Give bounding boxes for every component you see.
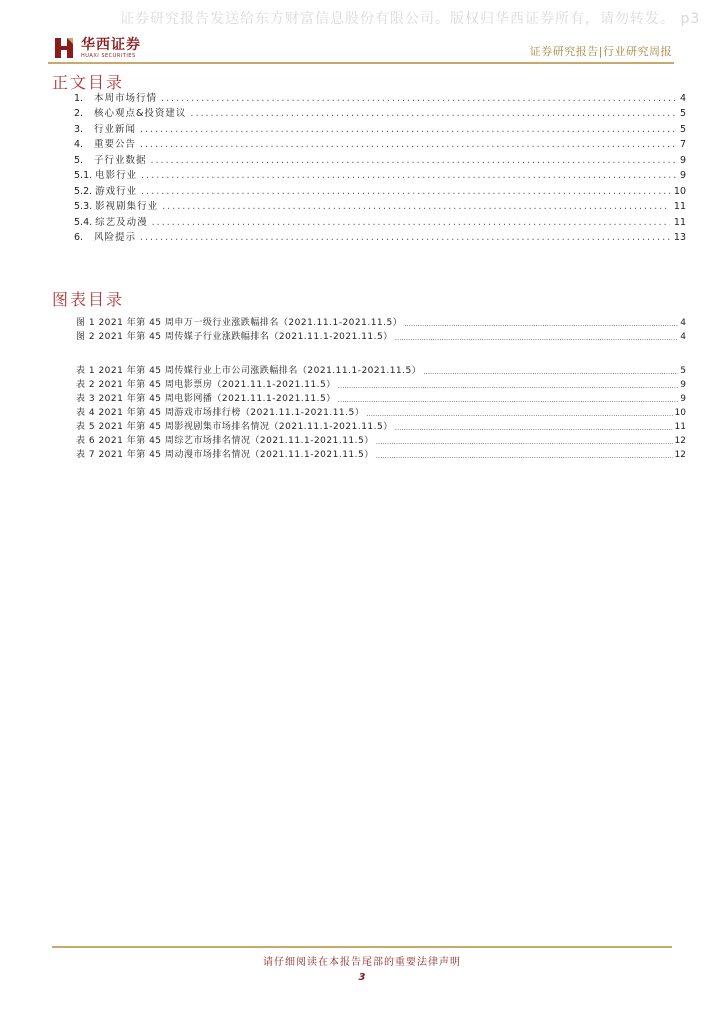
logo-name-cn: 华西证券 <box>81 36 141 53</box>
table-entry-page: 5 <box>680 366 686 376</box>
company-logo <box>52 36 141 60</box>
table-entry[interactable] <box>76 432 686 446</box>
table-entry[interactable] <box>76 404 686 418</box>
table-entry[interactable] <box>76 446 686 460</box>
chart-list <box>76 314 686 342</box>
toc-entry-page: 13 <box>673 232 686 243</box>
table-entry[interactable] <box>76 362 686 376</box>
table-entry-label: 表 2 2021 年第 45 周电影票房（2021.11.1-2021.11.5） <box>76 380 336 390</box>
table-entry[interactable] <box>76 418 686 432</box>
toc-entry-label: 行业新闻 <box>94 123 137 135</box>
table-leader-dots <box>338 382 679 390</box>
toc-leader-dots <box>152 217 670 228</box>
toc-entry[interactable] <box>74 135 686 151</box>
table-entry-label: 表 1 2021 年第 45 周传媒行业上市公司涨跌幅排名（2021.11.1-2021.11.5） <box>76 366 422 376</box>
toc-leader-dots <box>140 124 676 135</box>
toc-entry-label: 本周市场行情 <box>94 92 158 104</box>
toc-entry-page: 11 <box>673 216 686 228</box>
table-leader-dots <box>338 396 679 404</box>
table-entry-page: 9 <box>680 394 686 404</box>
toc-entry-number: 5.4. <box>74 216 93 228</box>
chart-entry-label: 图 1 2021 年第 45 周申万一级行业涨跌幅排名（2021.11.1-2021.11.5） <box>76 318 403 328</box>
toc-entry-page: 9 <box>679 170 686 181</box>
toc-title: 正文目录 <box>52 73 125 92</box>
toc-entry-number: 6. <box>74 232 84 243</box>
table-entry-label: 表 3 2021 年第 45 周电影网播（2021.11.1-2021.11.5） <box>76 394 336 404</box>
toc-entry[interactable] <box>74 166 686 182</box>
table-entry-label: 表 4 2021 年第 45 周游戏市场排行榜（2021.11.1-2021.11.5） <box>76 408 365 418</box>
toc-list <box>74 88 686 243</box>
toc-leader-dots <box>190 108 676 119</box>
table-entry-label: 表 7 2021 年第 45 周动漫市场排名情况（2021.11.1-2021.11.5） <box>76 450 374 460</box>
toc-entry-page: 7 <box>679 139 686 150</box>
toc-entry-page: 5 <box>679 108 686 119</box>
table-leader-dots <box>395 424 673 432</box>
toc-entry-label: 综艺及动漫 <box>95 216 148 228</box>
chart-entry[interactable] <box>76 328 686 342</box>
table-leader-dots <box>376 452 673 460</box>
toc-entry-label: 重要公告 <box>94 139 137 150</box>
table-entry-page: 12 <box>674 450 686 460</box>
toc-entry-number: 5.1. <box>74 170 93 181</box>
toc-entry[interactable] <box>74 228 686 244</box>
toc-entry-page: 4 <box>679 92 686 104</box>
table-entry-page: 12 <box>674 436 686 446</box>
legal-notice: 请仔细阅读在本报告尾部的重要法律声明 <box>263 957 461 968</box>
footer-divider <box>52 946 672 948</box>
huaxi-logo-icon <box>52 36 76 60</box>
toc-leader-dots <box>140 232 670 243</box>
toc-entry-label: 风险提示 <box>94 232 137 243</box>
toc-entry-page: 5 <box>679 123 686 135</box>
chart-entry-page: 4 <box>680 332 686 342</box>
toc-entry[interactable] <box>74 212 686 228</box>
table-entry-page: 9 <box>680 380 686 390</box>
toc-entry-label: 影视剧集行业 <box>95 201 159 212</box>
toc-entry[interactable] <box>74 119 686 135</box>
toc-leader-dots <box>161 93 676 104</box>
table-entry-page: 11 <box>674 422 686 432</box>
toc-entry-page: 11 <box>673 201 686 212</box>
toc-entry-number: 5. <box>74 154 84 166</box>
toc-leader-dots <box>141 186 670 197</box>
toc-leader-dots <box>141 170 676 181</box>
table-entry-page: 10 <box>674 408 686 418</box>
table-leader-dots <box>376 438 673 446</box>
table-entry-label: 表 6 2021 年第 45 周综艺市场排名情况（2021.11.1-2021.11.5） <box>76 436 374 446</box>
figures-title: 图表目录 <box>52 290 125 309</box>
toc-entry[interactable] <box>74 197 686 213</box>
header-divider <box>48 62 674 64</box>
toc-entry-label: 核心观点&投资建议 <box>94 108 187 119</box>
chart-entry[interactable] <box>76 314 686 328</box>
toc-entry[interactable] <box>74 181 686 197</box>
toc-entry-number: 2. <box>74 108 84 119</box>
toc-leader-dots <box>151 155 676 166</box>
toc-entry-number: 1. <box>74 92 84 104</box>
toc-entry-number: 4. <box>74 139 84 150</box>
report-type: 证券研究报告|行业研究周报 <box>529 45 672 58</box>
chart-leader-dots <box>395 334 679 342</box>
chart-entry-label: 图 2 2021 年第 45 周传媒子行业涨跌幅排名（2021.11.1-2021.11.5） <box>76 332 393 342</box>
table-list <box>76 362 686 460</box>
page-number: 3 <box>358 972 366 983</box>
chart-entry-page: 4 <box>680 318 686 328</box>
toc-entry-number: 3. <box>74 123 84 135</box>
table-entry-label: 表 5 2021 年第 45 周影视剧集市场排名情况（2021.11.1-2021.11.5） <box>76 422 393 432</box>
toc-entry[interactable] <box>74 104 686 120</box>
toc-entry-page: 10 <box>673 185 686 197</box>
watermark-text: 证券研究报告发送给东方财富信息股份有限公司。版权归华西证券所有，请勿转发。 p3 <box>120 11 701 27</box>
logo-name-en: HUAXI SECURITIES <box>81 52 136 59</box>
table-entry[interactable] <box>76 390 686 404</box>
toc-entry-label: 游戏行业 <box>95 185 138 197</box>
toc-entry-label: 电影行业 <box>95 170 138 181</box>
toc-entry-label: 子行业数据 <box>94 154 147 166</box>
chart-leader-dots <box>404 320 678 328</box>
toc-entry-page: 9 <box>679 154 686 166</box>
toc-leader-dots <box>140 139 676 150</box>
table-entry[interactable] <box>76 376 686 390</box>
toc-entry[interactable] <box>74 150 686 166</box>
table-leader-dots <box>423 368 678 376</box>
table-leader-dots <box>366 410 672 418</box>
toc-leader-dots <box>162 201 670 212</box>
toc-entry-number: 5.2. <box>74 185 93 197</box>
toc-entry-number: 5.3. <box>74 201 93 212</box>
toc-entry[interactable] <box>74 88 686 104</box>
